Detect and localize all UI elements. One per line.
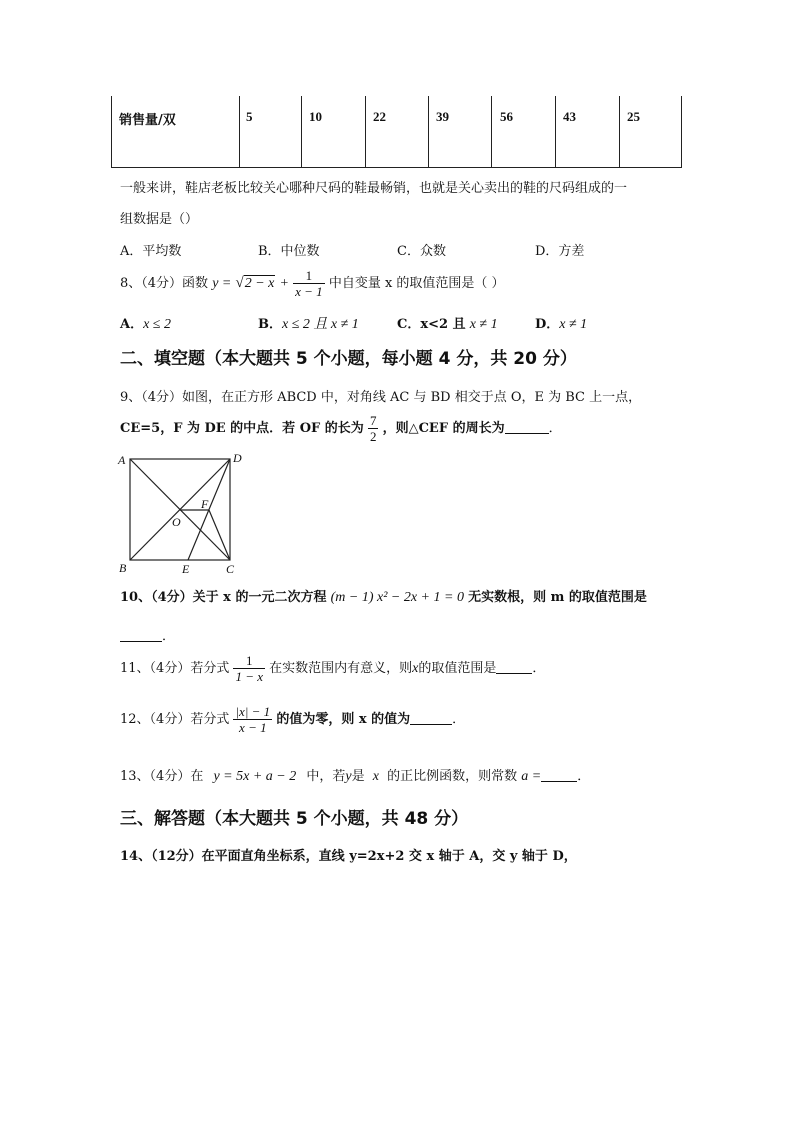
segment-fc: [209, 510, 230, 560]
q14-text: 14、（12分）在平面直角坐标系，直线 y=2x+2 交 x 轴于 A，交 y 轴于 D，: [120, 849, 577, 864]
q8-frac-num: 1: [293, 268, 325, 284]
q10-line1: 10、（4分）关于 x 的一元二次方程 (m − 1) x² − 2x + 1 = 0 无实数根，则 m 的取值范围是: [120, 590, 647, 605]
q7-option-b: B．中位数: [258, 244, 320, 259]
table-border: [555, 96, 556, 168]
label-c: C: [226, 562, 235, 576]
q9-line1: 9、（4分）如图，在正方形 ABCD 中，对角线 AC 与 BD 相交于点 O，E 为 BC 上一点，: [120, 390, 642, 405]
table-border: [239, 96, 240, 168]
section-2-title: 二、填空题（本大题共 5 个小题，每小题 4 分，共 20 分）: [120, 349, 577, 369]
answer-blank: [410, 711, 452, 725]
table-border: [491, 96, 492, 168]
q10-line2: ．: [120, 625, 175, 644]
answer-blank: [120, 628, 162, 642]
q10-equation: (m − 1) x² − 2x + 1 = 0: [330, 590, 464, 605]
table-border: [301, 96, 302, 168]
table-border: [111, 167, 682, 168]
table-border: [111, 96, 112, 168]
q12: 12、（4分）若分式 $\frac{|x| - 1}{x - 1}$ 的值为零，则 x 的值为 ．: [120, 704, 466, 735]
label-f: F: [201, 497, 209, 511]
q8-option-c: C．x<2 且 x ≠ 1: [397, 317, 498, 332]
q8-frac-den: x − 1: [295, 284, 323, 299]
q8-option-a: A．x ≤ 2: [120, 317, 171, 332]
q8-option-b: B．x ≤ 2 且 x ≠ 1: [258, 317, 359, 332]
table-cell: 5: [246, 109, 253, 124]
q13-equation: y = 5x + a − 2: [213, 769, 297, 784]
table-cell: 39: [436, 109, 449, 124]
sales-table: [111, 96, 682, 168]
q11-fraction: $\frac{1}{1 - x}$: [235, 653, 264, 684]
q8-suffix: 中自变量 x 的取值范围是（ ）: [328, 276, 505, 291]
table-border: [428, 96, 429, 168]
label-o: O: [172, 515, 181, 529]
q8-prefix: 8、（4分）函数: [120, 276, 209, 291]
q8-stem: [120, 266, 505, 301]
q12-fraction: $\frac{|x| - 1}{x - 1}$: [235, 704, 271, 735]
section-3-title: 三、解答题（本大题共 5 个小题，共 48 分）: [120, 809, 469, 829]
square-figure: [116, 450, 248, 578]
answer-blank: [505, 420, 549, 434]
q9-fraction: $\frac{7}{2}$: [369, 413, 377, 444]
q7-line2: 组数据是（）: [120, 212, 199, 227]
q11: 11、（4分）若分式 $\frac{1}{1 - x}$ 在实数范围内有意义，则x的取值范围是 ．: [120, 653, 546, 684]
table-cell: 22: [373, 109, 386, 124]
q8-sqrt-content: 2 − x: [244, 276, 275, 291]
table-cell: 43: [563, 109, 576, 124]
q7-option-d: D．方差: [535, 244, 585, 259]
q13: 13、（4分）在 y = 5x + a − 2 中，若y是 x 的正比例函数，则常数 a = ．: [120, 769, 591, 784]
label-e: E: [182, 562, 190, 576]
q8-option-d: D．x ≠ 1: [535, 317, 588, 332]
answer-blank: [541, 768, 577, 782]
answer-blank: [496, 660, 532, 674]
table-cell: 25: [627, 109, 640, 124]
table-border: [619, 96, 620, 168]
q7-line1: 一般来讲，鞋店老板比较关心哪种尺码的鞋最畅销，也就是关心卖出的鞋的尺码组成的一: [120, 181, 628, 196]
label-b: B: [119, 561, 127, 575]
sqrt-icon: √: [235, 275, 244, 291]
label-d: D: [233, 451, 242, 465]
q9-line2: CE=5，F 为 DE 的中点．若 OF 的长为 $\frac{7}{2}$ ，则△CEF 的周长为 ．: [120, 413, 562, 444]
table-border: [365, 96, 366, 168]
table-cell: 56: [500, 109, 513, 124]
table-border: [681, 96, 682, 168]
table-cell: 10: [309, 109, 322, 124]
q8-y-eq: y =: [212, 276, 232, 291]
table-row-label: 销售量/双: [119, 113, 176, 128]
q8-plus: +: [279, 276, 289, 291]
label-a: A: [118, 453, 126, 467]
q8-fraction: [293, 268, 325, 299]
q7-option-c: C．众数: [397, 244, 446, 259]
q7-option-a: A．平均数: [120, 244, 182, 259]
